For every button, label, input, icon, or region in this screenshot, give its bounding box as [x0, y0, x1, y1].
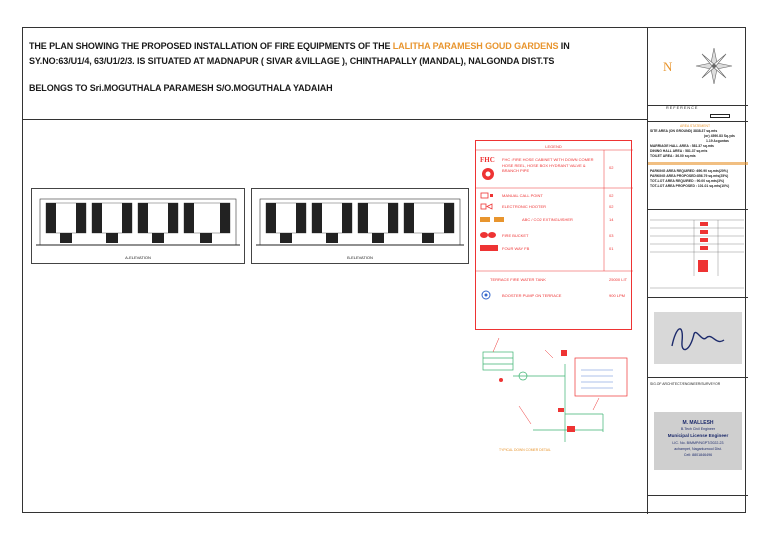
compass-icon	[694, 46, 734, 86]
drawing-sheet	[22, 27, 746, 513]
legend-title: LEGEND	[545, 144, 562, 149]
call-point-icon	[480, 192, 494, 199]
marriage-hall-area: MARRIAGE HALL AREA : 581.37 sq.mts	[650, 144, 714, 148]
hooter-icon	[480, 203, 494, 210]
area-divider	[648, 162, 748, 165]
b-elevation-label: B-ELEVATION	[347, 255, 373, 260]
reference-section	[648, 106, 748, 122]
title-suffix: IN	[558, 41, 570, 51]
title-line-2: SY.NO:63/U1/4, 63/U1/2/3. IS SITUATED AT MADNAPUR ( SIVAR &VILLAGE ), CHINTHAPALLY (MANDAL), NALGONDA DIST.TS	[29, 56, 555, 66]
legend-four-way-text: FOUR WAY FB	[502, 246, 530, 251]
north-label: N	[663, 59, 673, 74]
pump-icon	[480, 290, 492, 300]
legend-box	[475, 140, 632, 330]
legend-extinguisher-text: ABC / CO2 EXTINGUISHER	[522, 217, 573, 222]
stamp-license: LIC. No. B/MMP/NGPT/2022-23	[672, 441, 724, 445]
four-way-icon	[479, 244, 499, 252]
stamp-cell: Cell: 8801846496	[683, 453, 713, 457]
b-elevation-drawing	[252, 189, 468, 253]
legend-hooter-text: ELECTRONIC HOOTER	[502, 204, 547, 209]
owner-signature-box	[654, 312, 742, 364]
title-block	[23, 28, 647, 120]
fire-bucket-icon	[479, 231, 499, 239]
site-area-yds: (or) 4590.83 Sq.yds	[704, 134, 735, 138]
engineer-stamp	[654, 412, 742, 470]
stamp-title: Municipal License Engineer	[667, 433, 729, 438]
legend-hooter-qty: 02	[609, 204, 614, 209]
owner-signature-icon	[654, 312, 742, 364]
totlot-required: TOT-LOT AREA REQUIRED : 90.00 sq.mts(3%)	[650, 179, 725, 183]
engineer-section	[648, 378, 748, 496]
legend-fhc-text: FHC :FIRE HOSE CABINET WITH DOWN COMER HOSE REEL, HOSE BOX HYDRANT VALVE & BRANCH PIPE	[502, 157, 594, 173]
down-comer-diagram	[453, 330, 633, 450]
fhc-icon: FHC	[480, 156, 495, 164]
stamp-qualification: B.Tech Civil Engineer	[680, 427, 716, 431]
north-section	[648, 28, 748, 106]
hose-reel-icon	[480, 167, 498, 181]
site-area-acres: 1.19 Acguntas	[706, 139, 729, 143]
legend-call-point-text: MANUAL CALL POINT	[502, 193, 543, 198]
title-line-3: BELONGS TO Sri.MOGUTHALA PARAMESH S/O.MOGUTHALA YADAIAH	[29, 83, 333, 93]
tank-text: TERRACE FIRE WATER TANK	[490, 277, 546, 282]
a-elevation-drawing	[32, 189, 244, 253]
area-statement	[648, 122, 748, 210]
title-line-1	[29, 41, 570, 51]
parking-proposed: PARKING AREA PROPOSED:856.79 sq.mts(25%)	[650, 174, 729, 178]
legend-extinguisher-qty: 14	[609, 217, 614, 222]
pump-qty: 900 LPM	[609, 293, 626, 298]
extinguisher-icon	[479, 215, 509, 223]
property-name: LALITHA PARAMESH GOUD GARDENS	[392, 41, 559, 51]
stamp-place: achampet, Nagarkurnool Dist.	[674, 447, 722, 451]
title-prefix: THE PLAN SHOWING THE PROPOSED INSTALLATION OF FIRE EQUIPMENTS OF THE	[29, 41, 393, 51]
legend-bucket-qty: 03	[609, 233, 614, 238]
reference-label: REFERENCE	[666, 106, 699, 110]
owner-signature-section	[648, 298, 748, 378]
legend-bucket-text: FIRE BUCKET	[502, 233, 529, 238]
signatory-label: SIG.OF ARCHITECT/ENGINEER/SURVEYOR	[650, 382, 721, 386]
reference-key	[710, 114, 730, 118]
legend-fhc-qty: 02	[609, 165, 614, 170]
toilet-area: TOILET AREA : 36.00 sq.mts	[650, 154, 696, 158]
stamp-name: M. MALLESH	[682, 420, 714, 426]
a-elevation-label: A-ELEVATION	[125, 255, 151, 260]
legend-call-point-qty: 02	[609, 193, 614, 198]
totlot-proposed: TOT-LOT AREA PROPOSED : 101.01 sq.mts(10%)	[650, 184, 730, 188]
legend-four-way-qty: 01	[609, 246, 614, 251]
dining-hall-area: DINING HALL AREA : 581.37 sq.mts	[650, 149, 708, 153]
diagram-caption: TYPICAL DOWN COMER DETAIL	[499, 448, 551, 452]
site-area: SITE AREA (ON GROUND) 3838.37 sq.mts	[650, 129, 718, 133]
tank-qty: 25000 LIT	[609, 277, 628, 282]
legend-row-fhc	[476, 155, 633, 185]
b-elevation	[251, 188, 469, 264]
right-panel	[647, 28, 747, 514]
parking-required: PARKING AREA REQUIRED :690.90 sq.mts(20%)	[650, 169, 728, 173]
area-heading: AREA STATEMENT	[680, 124, 711, 128]
a-elevation	[31, 188, 245, 264]
spec-table	[648, 210, 748, 296]
specifications-section	[648, 210, 748, 298]
pump-text: BOOSTER PUMP ON TERRACE	[502, 293, 562, 298]
